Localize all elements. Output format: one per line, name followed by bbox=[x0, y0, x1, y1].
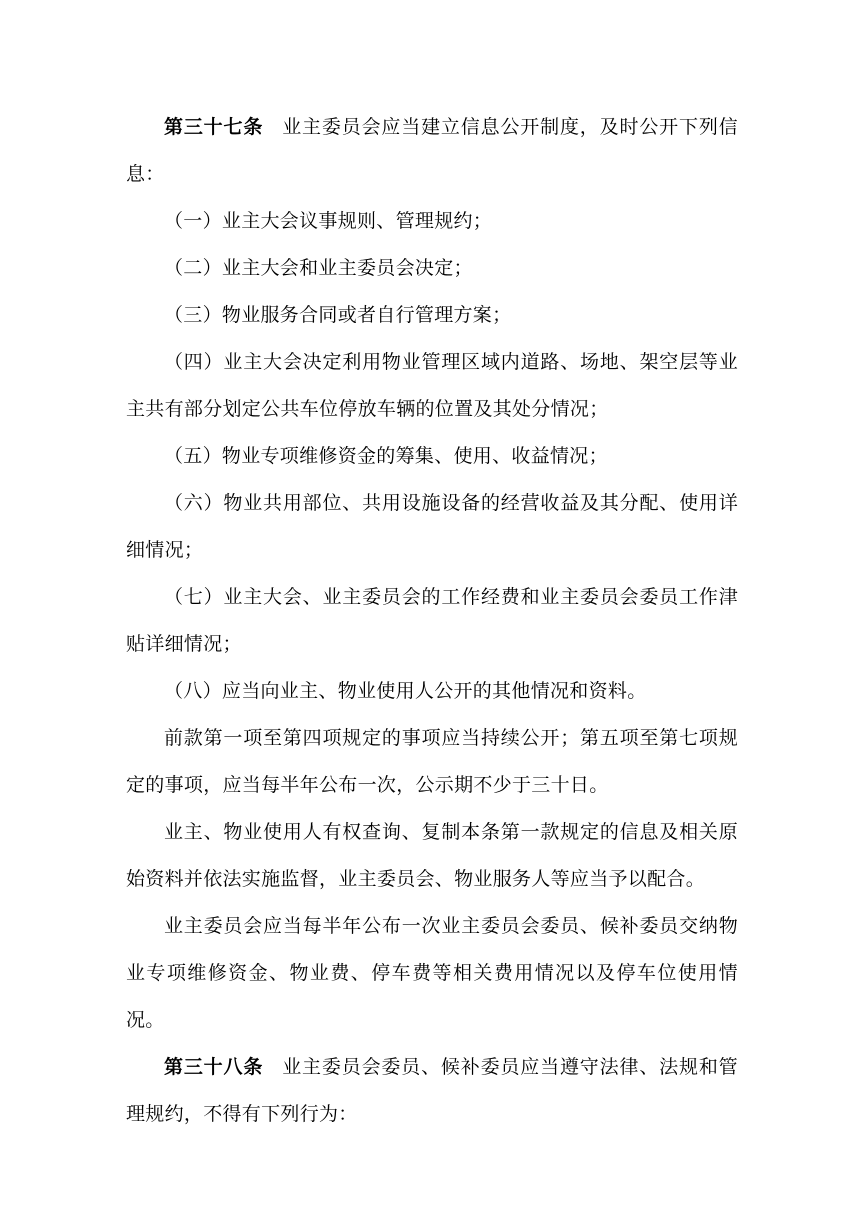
article-38-heading: 第三十八条 bbox=[164, 1056, 264, 1078]
document-page bbox=[126, 104, 738, 1138]
list-item: （三）物业服务合同或者自行管理方案； bbox=[164, 304, 512, 326]
list-item: （四）业主大会决定利用物业管理区域内道路、场地、架空层等业主共有部分划定公共车位停放车辆的位置及其处分情况； bbox=[126, 351, 738, 420]
article-38-intro bbox=[126, 1044, 738, 1138]
list-item: （五）物业专项维修资金的筹集、使用、收益情况； bbox=[164, 445, 608, 467]
article-37-intro bbox=[126, 104, 738, 198]
article-37-paragraph: 前款第一项至第四项规定的事项应当持续公开；第五项至第七项规定的事项，应当每半年公布一次，公示期不少于三十日。 bbox=[126, 727, 738, 796]
article-37-paragraph: 业主、物业使用人有权查询、复制本条第一款规定的信息及相关原始资料并依法实施监督，业主委员会、物业服务人等应当予以配合。 bbox=[126, 821, 738, 890]
list-item: （六）物业共用部位、共用设施设备的经营收益及其分配、使用详细情况； bbox=[126, 492, 738, 561]
article-37-heading: 第三十七条 bbox=[164, 116, 264, 138]
list-item: （二）业主大会和业主委员会决定； bbox=[164, 257, 473, 279]
list-item: （八）应当向业主、物业使用人公开的其他情况和资料。 bbox=[164, 680, 647, 702]
list-item: （七）业主大会、业主委员会的工作经费和业主委员会委员工作津贴详细情况； bbox=[126, 586, 738, 655]
article-37-paragraph: 业主委员会应当每半年公布一次业主委员会委员、候补委员交纳物业专项维修资金、物业费、停车费等相关费用情况以及停车位使用情况。 bbox=[126, 915, 738, 1031]
article-38-intro-text: 业主委员会委员、候补委员应当遵守法律、法规和管理规约，不得有下列行为： bbox=[126, 1056, 738, 1125]
article-37-intro-text: 业主委员会应当建立信息公开制度，及时公开下列信息： bbox=[126, 116, 738, 185]
list-item: （一）业主大会议事规则、管理规约； bbox=[164, 210, 493, 232]
